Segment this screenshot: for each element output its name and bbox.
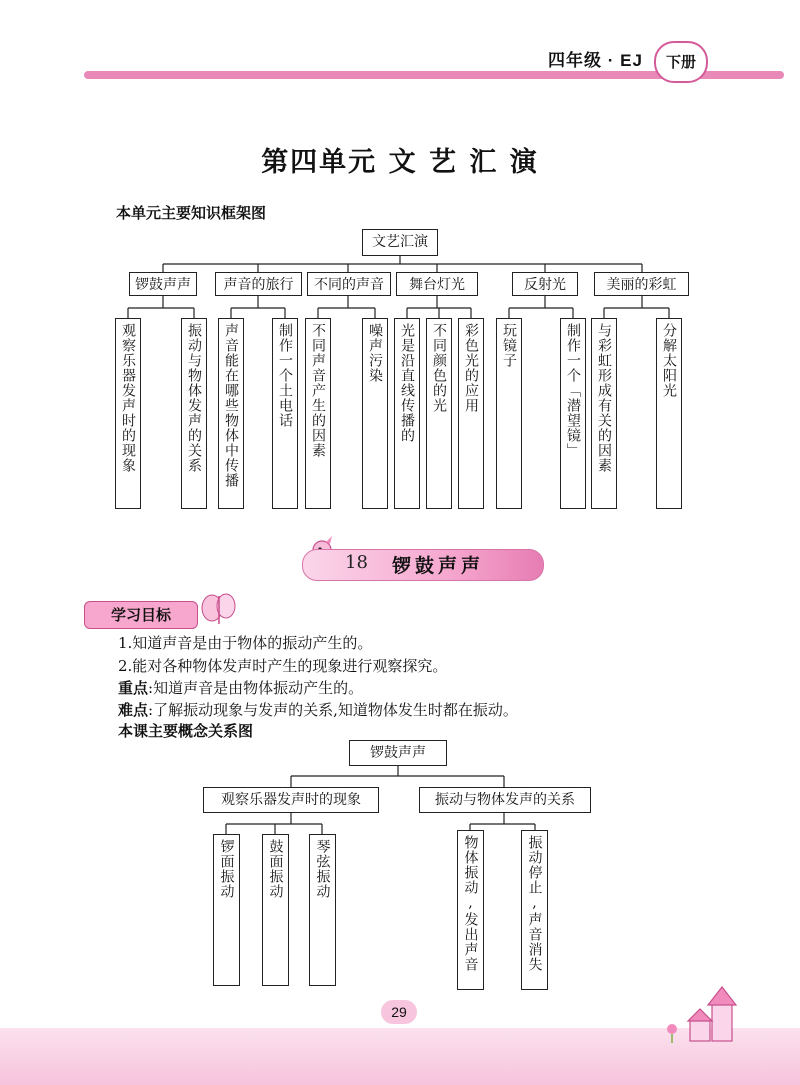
section-box: 反射光 [512,272,578,296]
learning-goals-tag: 学习目标 [84,601,198,629]
section-box: 美丽的彩虹 [594,272,689,296]
volume-badge: 下册 [654,41,708,83]
key-point-text: :知道声音是由物体振动产生的。 [148,679,364,697]
framework-heading: 本单元主要知识框架图 [116,204,267,222]
section-box: 声音的旅行 [215,272,302,296]
framework-item: 噪声污染 [362,318,388,509]
unit-title: 第四单元 文 艺 汇 演 [261,147,539,178]
lesson-title: 锣鼓声声 [392,555,485,577]
framework-item: 与彩虹形成有关的因素 [591,318,617,509]
framework-root: 文艺汇演 [362,229,438,256]
concept-item: 锣面振动 [213,834,240,986]
framework-item: 不同颜色的光 [426,318,452,509]
page-number: 29 [381,1000,417,1024]
framework-item: 制作一个「潜望镜」 [560,318,586,509]
key-point-label: 重点 [118,679,149,697]
concept-item: 鼓面振动 [262,834,289,986]
concept-branch: 振动与物体发声的关系 [419,787,591,813]
grade-label: 四年级 · EJ [548,51,643,70]
concept-item: 振动停止,声音消失 [521,830,548,990]
lesson-number: 18 [345,552,368,573]
concept-heading: 本课主要概念关系图 [118,722,254,740]
section-box: 不同的声音 [307,272,391,296]
framework-item: 彩色光的应用 [458,318,484,509]
castle-decoration-icon [660,985,750,1045]
concept-root: 锣鼓声声 [349,740,447,766]
concept-item: 琴弦振动 [309,834,336,986]
goal-line: 1.知道声音是由于物体的振动产生的。 [118,634,373,652]
framework-item: 观察乐器发声时的现象 [115,318,141,509]
section-box: 锣鼓声声 [129,272,197,296]
framework-item: 分解太阳光 [656,318,682,509]
concept-branch: 观察乐器发声时的现象 [203,787,379,813]
framework-item: 光是沿直线传播的 [394,318,420,509]
framework-item: 声音能在哪些物体中传播 [218,318,244,509]
difficult-point-text: :了解振动现象与发声的关系,知道物体发生时都在振动。 [148,701,518,719]
difficult-point-label: 难点 [118,701,149,719]
concept-item: 物体振动,发出声音 [457,830,484,990]
framework-item: 玩镜子 [496,318,522,509]
framework-item: 不同声音产生的因素 [305,318,331,509]
framework-item: 制作一个土电话 [272,318,298,509]
goal-line: 2.能对各种物体发声时产生的现象进行观察探究。 [118,657,448,675]
framework-item: 振动与物体发声的关系 [181,318,207,509]
section-box: 舞台灯光 [396,272,478,296]
